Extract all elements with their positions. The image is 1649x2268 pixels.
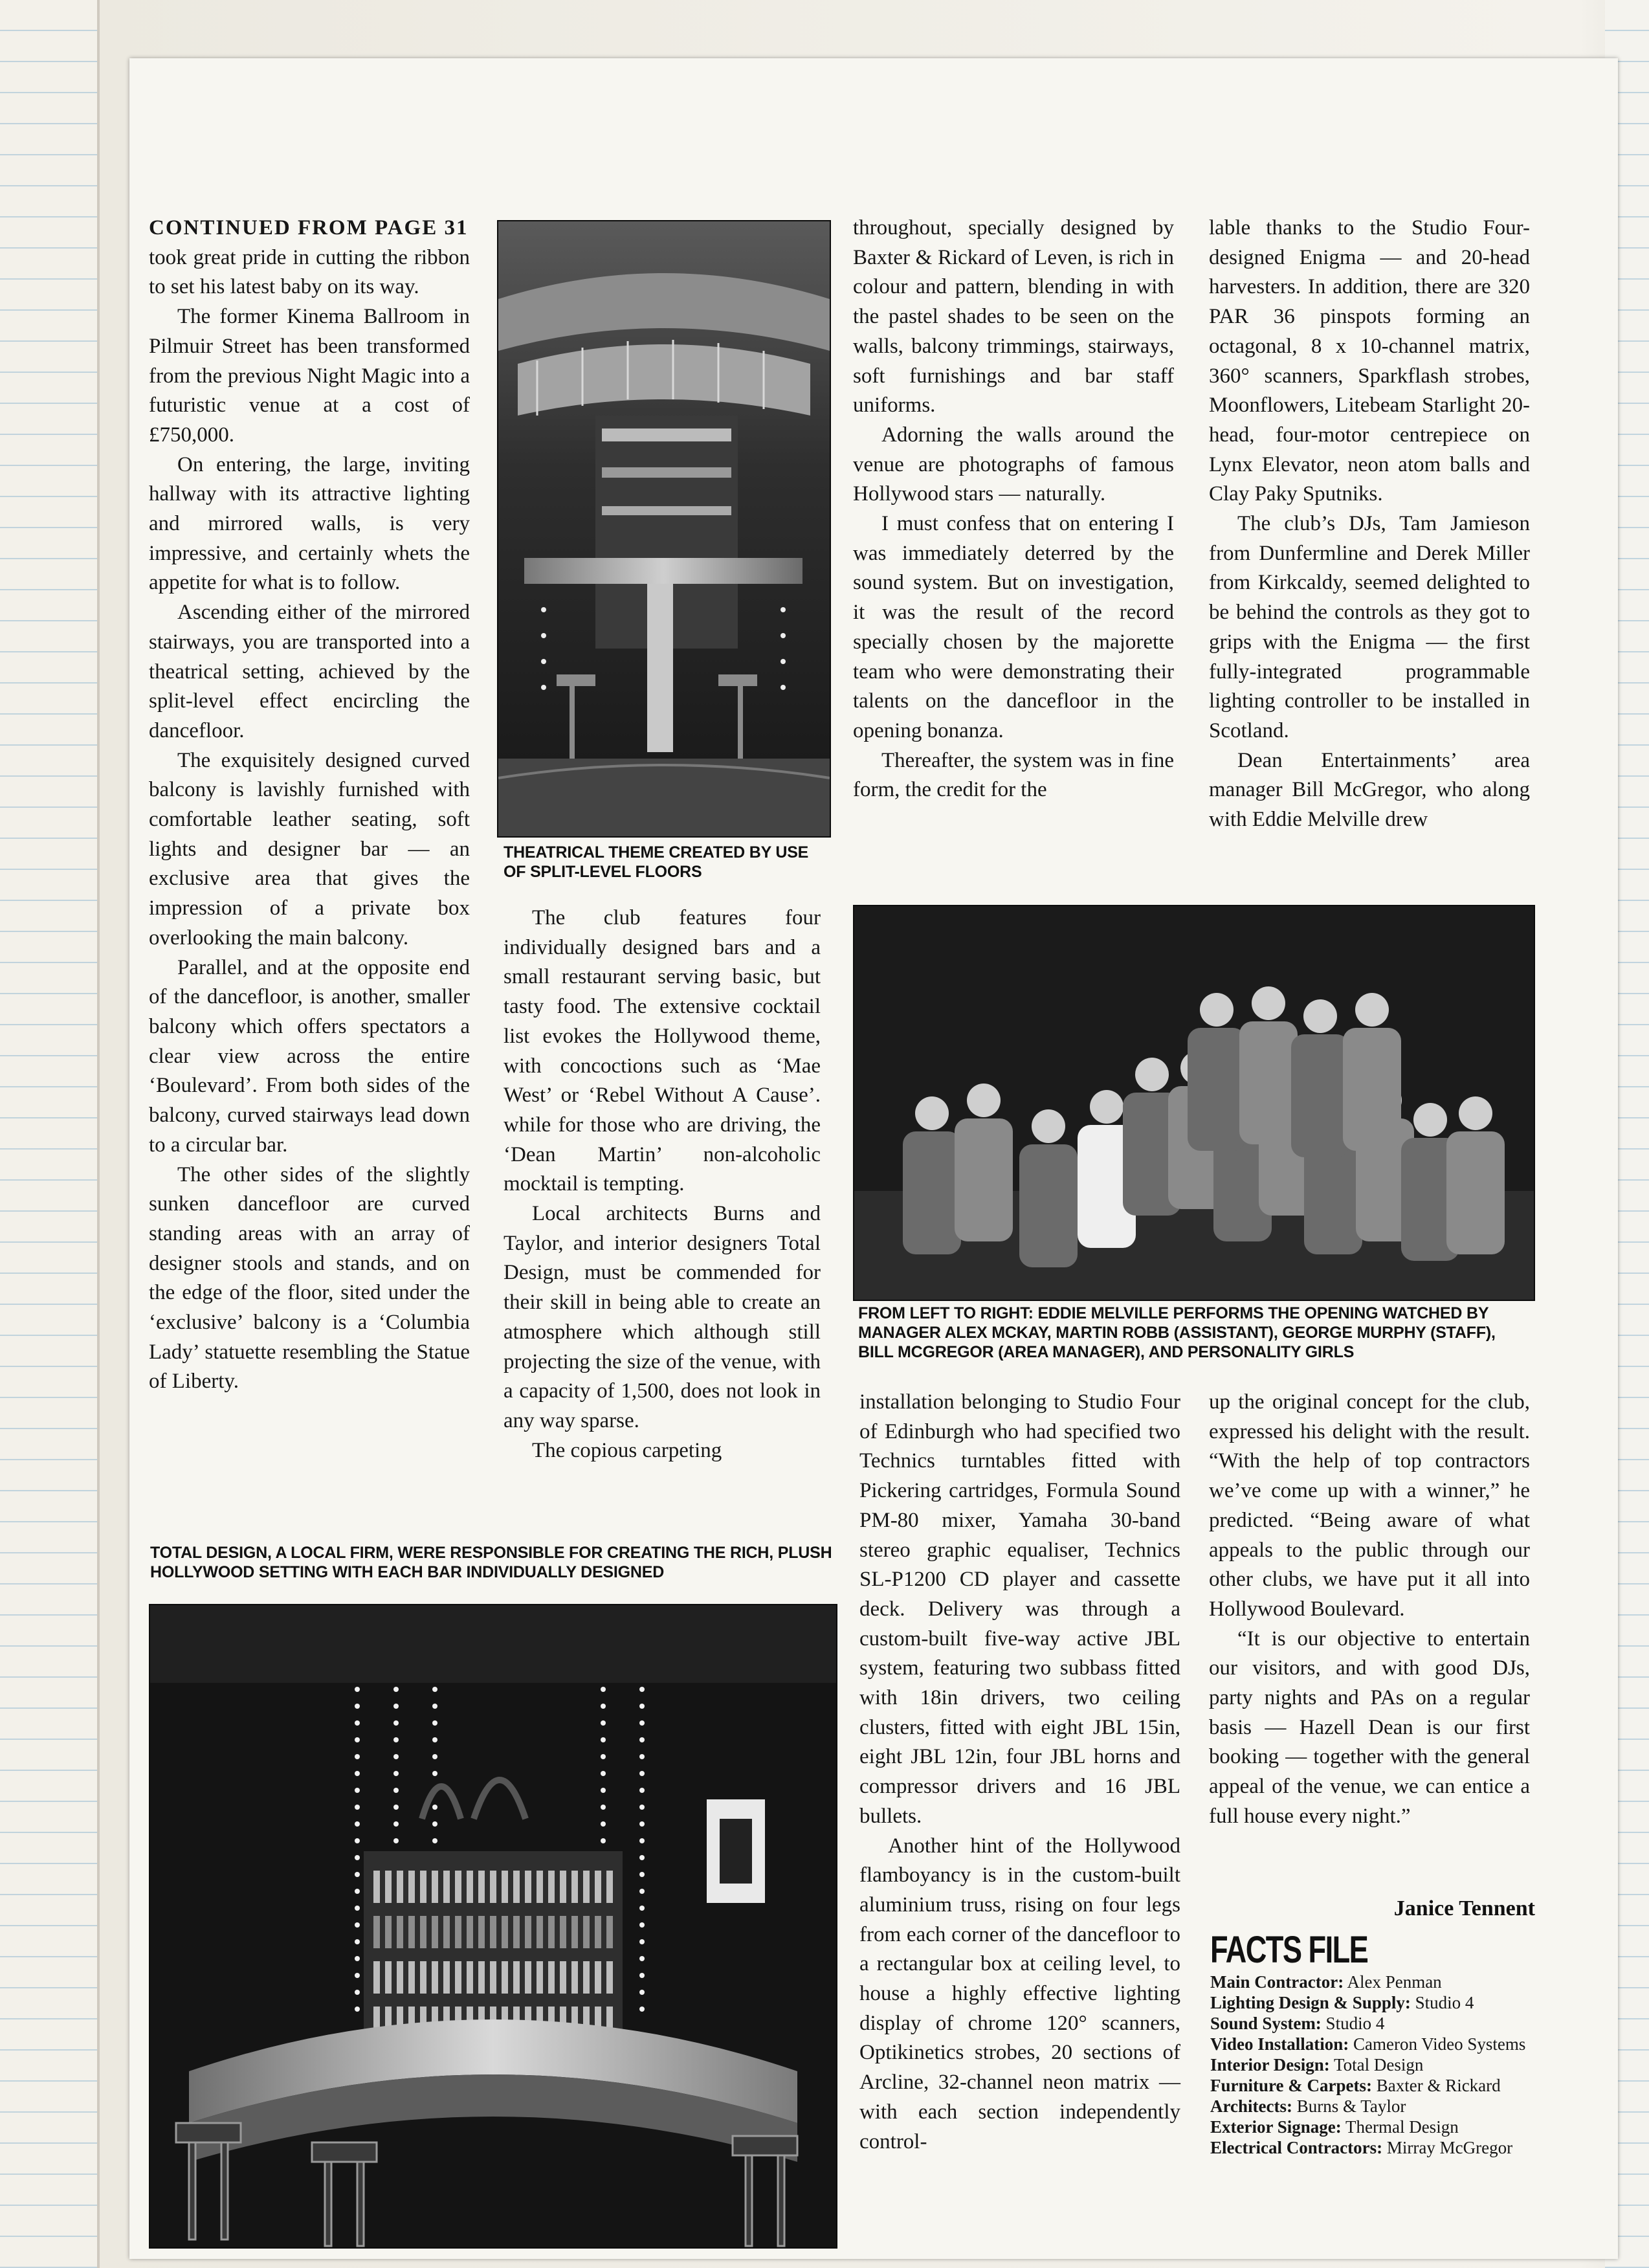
article-column-2 <box>504 904 821 1465</box>
paragraph: up the original concept for the club, expressed his delight with the result. “With the help of top contractors we’ve come up with a winner,” he predicted. “Being aware of what appeals to the public through our other clubs, we have put it all into Hollywood Boulevard. <box>1209 1390 1530 1621</box>
facts-row <box>1210 2013 1534 2034</box>
paragraph: The club features four individually designed bars and a small restaurant serving basic, but tasty food. The extensive cocktail list evokes the Hollywood theme, with concoctions such as ‘Mae West’ or ‘Rebel Without A Cause’. while for those who are driving, the ‘Dean Martin’ non-alcoholic mocktail is tempting. <box>504 906 821 1196</box>
facts-value: Baxter & Rickard <box>1371 2076 1501 2095</box>
column-3-top-text <box>853 214 1174 805</box>
facts-row <box>1210 2137 1534 2158</box>
article-column-3-top <box>853 214 1174 805</box>
paragraph: Another hint of the Hollywood flamboyancy is in the custom-built aluminium truss, rising on four legs from each corner of the dancefloor to a rectangular box at ceiling level, to house a highly effective lighting display of chrome 120° scanners, Optikinetics strobes, 20 sections of Arcline, 32-channel neon matrix — with each section independently control- <box>859 1834 1180 2153</box>
facts-label: Electrical Contractors: <box>1210 2138 1383 2157</box>
facts-label: Lighting Design & Supply: <box>1210 1993 1411 2012</box>
facts-label: Interior Design: <box>1210 2055 1330 2074</box>
paragraph: Parallel, and at the opposite end of the dancefloor, is another, smaller balcony which offers spectators a clear view across the entire ‘Boulevard’. From both sides of the balcony, curved stairways lead down to a circular bar. <box>149 955 470 1157</box>
column-4-top-text <box>1209 214 1530 835</box>
caption-photo1: THEATRICAL THEME CREATED BY USE OF SPLIT-LEVEL FLOORS <box>504 843 809 881</box>
facts-label: Architects: <box>1210 2096 1292 2116</box>
facts-file-list <box>1210 1972 1534 2158</box>
paragraph: throughout, specially designed by Baxter & Rickard of Leven, is rich in colour and pattern, blending in with the pastel shades to be seen on the walls, balcony trimmings, stairways, soft furnishings and bar staff uniforms. <box>853 216 1174 417</box>
paragraph: Dean Entertainments’ area manager Bill McGregor, who along with Eddie Melville drew <box>1209 748 1530 832</box>
paragraph: The exquisitely designed curved balcony is lavishly furnished with comfortable leather seating, soft lights and designer bar — an exclusive area that gives the impression of a private box overlooking the main balcony. <box>149 748 470 950</box>
facts-value: Cameron Video Systems <box>1349 2034 1526 2054</box>
paragraph: The copious carpeting <box>532 1438 722 1462</box>
facts-value: Studio 4 <box>1321 2014 1385 2033</box>
photo-main-bar <box>149 1604 837 2249</box>
facts-file-title: FACTS FILE <box>1210 1929 1368 1971</box>
facts-row <box>1210 2096 1534 2117</box>
facts-value: Thermal Design <box>1341 2117 1459 2137</box>
paragraph: Thereafter, the system was in fine form, the credit for the <box>853 748 1174 802</box>
column-4-bottom-text <box>1209 1388 1530 1832</box>
paragraph: “It is our objective to entertain our visitors, and with good DJs, party nights and PAs on a regular basis — Hazell Dean is our first booking — together with the general appeal of the venue, we can entice a full house every night.” <box>1209 1627 1530 1828</box>
facts-label: Sound System: <box>1210 2014 1322 2033</box>
photo-group-illustration <box>854 906 1534 1300</box>
paragraph: I must confess that on entering I was immediately deterred by the sound system. But on investigation, it was the result of the record specially chosen by the majorette team who were demonstrating their talents on the dancefloor in the opening bonanza. <box>853 512 1174 742</box>
facts-row <box>1210 1992 1534 2013</box>
caption-photo2: FROM LEFT TO RIGHT: EDDIE MELVILLE PERFORMS THE OPENING WATCHED BY MANAGER ALEX MCKAY, MARTIN ROBB (ASSISTANT), GEORGE MURPHY (STAFF), BILL MCGREGOR (AREA MANAGER), AND PERSONALITY GIRLS <box>858 1304 1496 1361</box>
facts-label: Video Installation: <box>1210 2034 1349 2054</box>
continued-kicker: CONTINUED FROM PAGE 31 <box>149 216 469 239</box>
paragraph: Local architects Burns and Taylor, and interior designers Total Design, must be commended for their skill in being able to create an atmosphere which although still projecting the size of the venue, with a capacity of 1,500, does not look in any way sparse. <box>504 1202 821 1432</box>
binder-lined-sheet <box>0 0 100 2268</box>
paragraph: took great pride in cutting the ribbon to set his latest baby on its way. <box>149 245 470 299</box>
facts-value: Mirray McGregor <box>1382 2138 1513 2157</box>
column-1-text <box>149 243 470 1397</box>
article-column-4-bottom <box>1209 1388 1530 1832</box>
photo-opening-group <box>853 905 1535 1301</box>
facts-label: Main Contractor: <box>1210 1972 1344 1992</box>
facts-value: Studio 4 <box>1410 1993 1474 2012</box>
caption-photo3: TOTAL DESIGN, A LOCAL FIRM, WERE RESPONSIBLE FOR CREATING THE RICH, PLUSH HOLLYWOOD SETTING WITH EACH BAR INDIVIDUALLY DESIGNED <box>150 1544 832 1581</box>
paragraph: lable thanks to the Studio Four-designed Enigma — and 20-head harvesters. In addition, there are 320 PAR 36 pinspots forming an octagonal, 8 x 10-channel matrix, 360° scanners, Sparkflash strobes, Moonflowers, Litebeam Starlight 20-head, four-motor centrepiece on Lynx Elevator, neon atom balls and Clay Paky Sputniks. <box>1209 216 1530 506</box>
facts-row <box>1210 2117 1534 2137</box>
facts-value: Burns & Taylor <box>1292 2096 1406 2116</box>
facts-row <box>1210 2054 1534 2075</box>
paragraph: The other sides of the slightly sunken dancefloor are curved standing areas with an array of designer stools and stands, and on the edge of the floor, sited under the ‘exclusive’ balcony is a ‘Columbia Lady’ statuette resembling the Statue of Liberty. <box>149 1162 470 1394</box>
paragraph: Ascending either of the mirrored stairways, you are transported into a theatrical setting, achieved by the split-level effect encircling the dancefloor. <box>149 601 470 742</box>
photo-bar-illustration <box>150 1605 836 2247</box>
facts-row <box>1210 1972 1534 1992</box>
photo-balcony-illustration <box>498 221 830 836</box>
article-column-3-bottom <box>859 1388 1180 2157</box>
paragraph: Adorning the walls around the venue are photographs of famous Hollywood stars — naturally. <box>853 423 1174 506</box>
article-column-1 <box>149 214 470 1397</box>
article-column-4-top <box>1209 214 1530 835</box>
facts-row <box>1210 2034 1534 2054</box>
paragraph: The former Kinema Ballroom in Pilmuir Street has been transformed from the previous Night Magic into a futuristic venue at a cost of £750,000. <box>149 305 470 447</box>
facts-label: Furniture & Carpets: <box>1210 2076 1372 2095</box>
photo-balcony-bar <box>497 220 831 838</box>
byline: Janice Tennent <box>1393 1896 1535 1920</box>
column-3-bottom-text <box>859 1388 1180 2157</box>
facts-row <box>1210 2075 1534 2096</box>
facts-value: Alex Penman <box>1344 1972 1442 1992</box>
facts-value: Total Design <box>1329 2055 1424 2074</box>
column-2-text <box>504 904 821 1465</box>
paragraph: The club’s DJs, Tam Jamieson from Dunfermline and Derek Miller from Kirkcaldy, seemed delighted to be behind the controls as they got to grips with the Enigma — the first fully-integrated programmable lighting controller to be installed in Scotland. <box>1209 512 1530 742</box>
paragraph: On entering, the large, inviting hallway with its attractive lighting and mirrored walls, is very impressive, and certainly whets the appetite for what is to follow. <box>149 452 470 595</box>
paragraph: installation belonging to Studio Four of Edinburgh who had specified two Technics turntables fitted with Pickering cartridges, Formula Sound PM-80 mixer, Yamaha 30-band stereo graphic equaliser, Technics SL-P1200 CD player and cassette deck. Delivery was through a custom-built five-way active JBL system, featuring two subbass fitted with 18in drivers, two ceiling clusters, fitted with eight JBL 15in, eight JBL 12in, four JBL horns and compressor drivers and 16 JBL bullets. <box>859 1390 1180 1828</box>
facts-label: Exterior Signage: <box>1210 2117 1342 2137</box>
